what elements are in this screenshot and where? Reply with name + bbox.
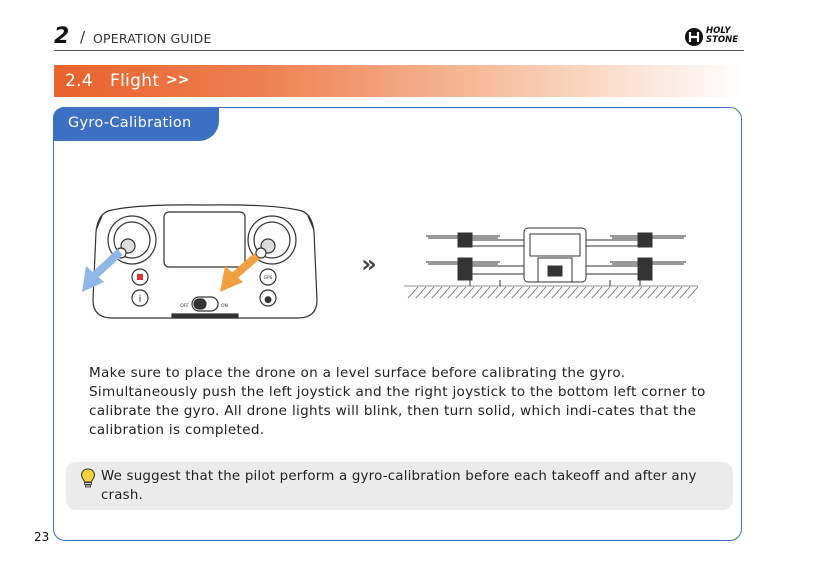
section-arrows: >> [166,72,190,88]
brand-wordmark: HOLY STONE [706,26,739,45]
tip-note [66,462,733,510]
switch-off-label: OFF [180,304,189,309]
gps-button-label: GPS [263,276,273,281]
transition-arrow-icon: » [361,250,377,278]
panel-tab-label: Gyro-Calibration [68,115,192,131]
lightbulb-icon [80,468,96,488]
switch-on-label: ON [221,304,228,309]
light-button-icon: ● [264,295,272,305]
left-joystick-direction-arrow [82,252,120,292]
page-number: 23 [34,530,50,544]
drone-drawing [426,228,686,286]
right-joystick-direction-arrow [220,256,257,292]
tip-text: We suggest that the pilot perform a gyro-calibration before each takeoff and after any crash. [101,469,697,503]
chapter-separator: / [80,28,86,46]
section-title: 2.4 Flight [65,71,160,91]
chapter-title: OPERATION GUIDE [93,31,212,46]
remote-controller-drawing [93,205,317,318]
calibration-description: Make sure to place the drone on a level surface before calibrating the gyro. Simultaneously push the left joystick and the right joystick to the bottom left corner to calibrate the gyro. All drone lights will blink, then turn solid, which indi-cates that the calibration is completed. [89,365,706,438]
info-button-icon: i [138,294,142,305]
level-surface-drawing [404,286,698,298]
lock-button-icon [137,274,143,280]
chapter-number: 2 [54,24,70,49]
